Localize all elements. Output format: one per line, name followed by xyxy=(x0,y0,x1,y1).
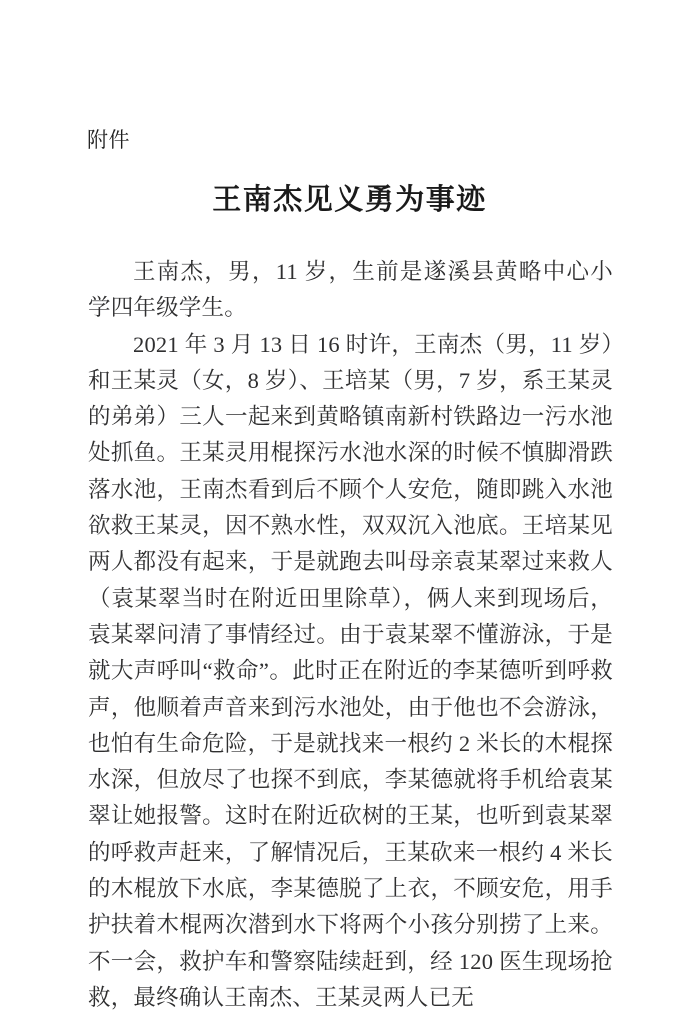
body-paragraph-1: 王南杰，男，11 岁，生前是遂溪县黄略中心小学四年级学生。 xyxy=(88,259,613,321)
document-body xyxy=(88,254,613,1016)
attachment-label: 附件 xyxy=(87,129,130,152)
page-title: 王南杰见义勇为事迹 xyxy=(212,184,487,216)
body-paragraph-2: 2021 年 3 月 13 日 16 时许，王南杰（男，11 岁）和王某灵（女，8 岁）、王培某（男，7 岁，系王某灵的弟弟）三人一起来到黄略镇南新村铁路边一污水池处抓鱼。王某灵用棍探污水池水深的时候不慎脚滑跌落水池，王南杰看到后不顾个人安危，随即跳入水池欲救王某灵，因不熟水性，双双沉入池底。王培某见两人都没有起来，于是就跑去叫母亲袁某翠过来救人（袁某翠当时在附近田里除草），俩人来到现场后，袁某翠问清了事情经过。由于袁某翠不懂游泳，于是就大声呼叫“救命”。此时正在附近的李某德听到呼救声，他顺着声音来到污水池处，由于他也不会游泳，也怕有生命危险，于是就找来一根约 2 米长的木棍探水深，但放尽了也探不到底，李某德就将手机给袁某翠让她报警。这时在附近砍树的王某，也听到袁某翠的呼救声赶来，了解情况后，王某砍来一根约 4 米长的木棍放下水底，李某德脱了上衣，不顾安危，用手护扶着木棍两次潜到水下将两个小孩分别捞了上来。不一会，救护车和警察陆续赶到，经 120 医生现场抢救，最终确认王南杰、王某灵两人已无 xyxy=(88,331,613,1010)
